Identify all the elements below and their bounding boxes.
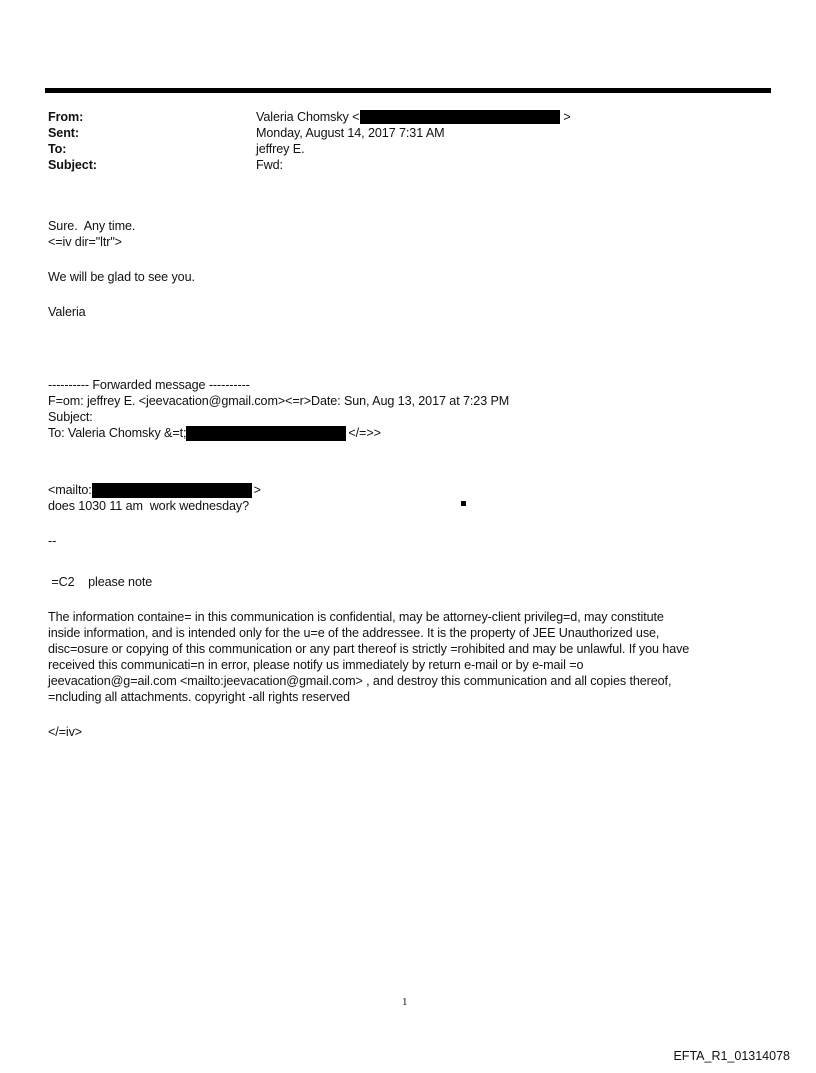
from-close: > [563,110,571,124]
to-label: To: [48,142,67,156]
document-id: EFTA_R1_01314078 [673,1049,790,1063]
signature: Valeria [48,305,86,319]
disclaimer-line: jeevacation@g=ail.com <mailto:jeevacation@gmail.com> , and destroy this communication and all copies thereof, [48,674,672,688]
mailto-suffix: > [253,483,261,497]
redaction-mark [461,501,466,506]
from-row [256,109,571,125]
body-line: <=iv dir="ltr"> [48,235,122,249]
mailto-prefix: <mailto: [48,483,92,497]
sent-label: Sent: [48,126,79,140]
disclaimer-line: =ncluding all attachments. copyright -all rights reserved [48,690,350,704]
disclaimer-line: The information containe= in this communication is confidential, may be attorney-client privileg=d, may constitute [48,610,664,624]
redaction-box [360,110,560,124]
forward-separator: ---------- Forwarded message ---------- [48,378,250,392]
forward-to-suffix: </=>> [348,426,381,440]
please-note: =C2 please note [48,575,153,589]
page-number: 1 [402,996,408,1008]
from-label: From: [48,110,84,124]
forward-from: F=om: jeffrey E. <jeevacation@gmail.com><=r>Date: Sun, Aug 13, 2017 at 7:23 PM [48,394,510,408]
sent-value: Monday, August 14, 2017 7:31 AM [256,126,445,140]
forward-to: To: Valeria Chomsky &=t; [48,426,187,440]
forward-message: does 1030 11 am work wednesday? [48,499,249,513]
header-rule [45,88,771,93]
disclaimer-line: disc=osure or copying of this communication or any part thereof is strictly =rohibited and may be unlawful. If you have [48,642,690,656]
forward-to-row [48,425,381,441]
to-value: jeffrey E. [256,142,305,156]
forward-subject: Subject: [48,410,93,424]
dashes: -- [48,534,57,548]
mailto-row [48,482,261,498]
subject-label: Subject: [48,158,97,172]
body-line: Sure. Any time. [48,219,136,233]
disclaimer-line: received this communicati=n in error, please notify us immediately by return e-mail or by e-mail =o [48,658,584,672]
from-value: Valeria Chomsky < [256,110,360,124]
redaction-box [186,426,346,441]
redaction-box [92,483,252,498]
disclaimer-line: inside information, and is intended only for the u=e of the addressee. It is the property of JEE Unauthorized use, [48,626,660,640]
disclaimer [48,609,773,705]
closing-tag: </=iv> [48,725,83,739]
subject-value: Fwd: [256,158,283,172]
body-line: We will be glad to see you. [48,270,195,284]
